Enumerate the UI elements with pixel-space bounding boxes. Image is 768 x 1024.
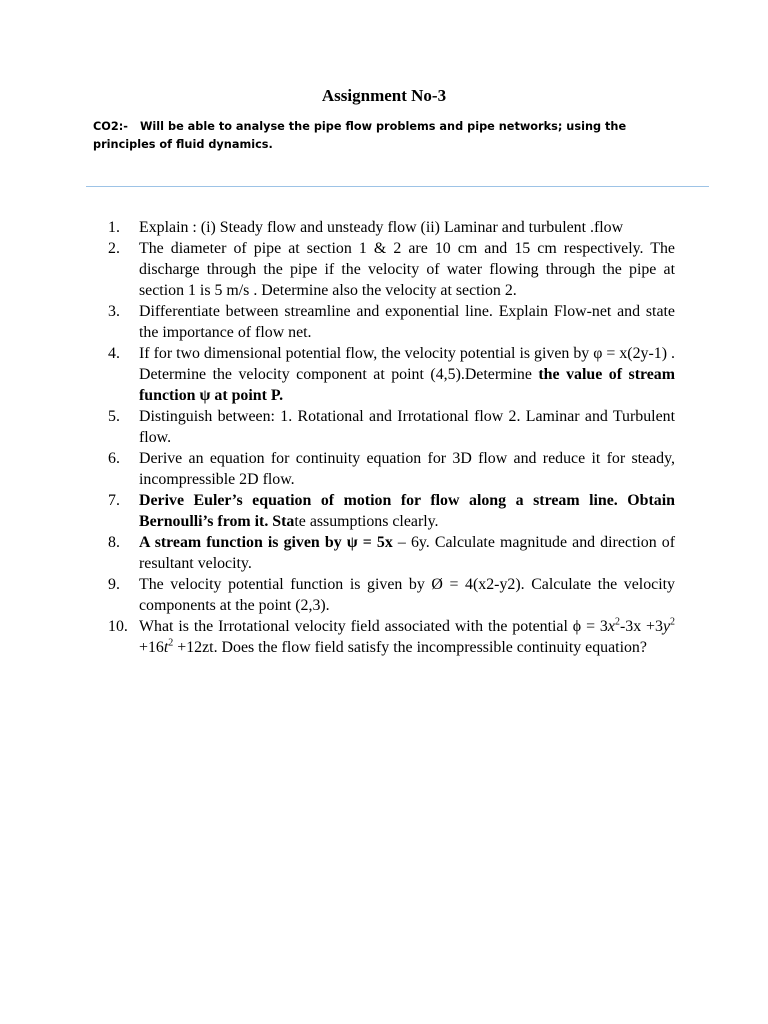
question-item <box>108 616 675 658</box>
question-item <box>108 238 675 301</box>
question-text: If for two dimensional potential flow, the velocity potential is given by φ = x(2y-1) . Determine the velocity component at point (4,5).Determine <box>139 345 675 383</box>
question-text-bold: A stream function is given by ψ = 5x <box>139 534 393 551</box>
question-number: 3. <box>108 303 120 320</box>
page-title: Assignment No-3 <box>321 86 447 105</box>
course-outcome-text: Will be able to analyse the pipe flow problems and pipe networks; using the principles of fluid dynamics. <box>93 120 627 151</box>
question-text-bold: the value of stream function ψ at point P. <box>139 366 675 404</box>
question-text-bold: Derive Euler’s equation of motion for flow along a stream line. Obtain Bernoulli’s from it. Sta <box>139 492 675 530</box>
divider-line <box>86 186 709 187</box>
exponent: 2 <box>614 616 620 628</box>
question-number: 1. <box>108 219 120 236</box>
question-text: +12zt. Does the flow field satisfy the incompressible continuity equation? <box>173 639 647 656</box>
question-text: The diameter of pipe at section 1 & 2 are 10 cm and 15 cm respectively. The discharge through the pipe if the velocity of water flowing through the pipe at section 1 is 5 m/s . Determine also the velocity at section 2. <box>139 240 675 299</box>
question-text: Distinguish between: 1. Rotational and Irrotational flow 2. Laminar and Turbulent flow. <box>139 408 675 446</box>
question-text: Differentiate between streamline and exponential line. Explain Flow-net and state the importance of flow net. <box>139 303 675 341</box>
question-item <box>108 406 675 448</box>
question-number: 4. <box>108 345 120 362</box>
question-item <box>108 490 675 532</box>
question-number: 8. <box>108 534 120 551</box>
question-text: -3x +3 <box>619 618 663 635</box>
question-item <box>108 343 675 406</box>
question-item <box>108 448 675 490</box>
question-number: 6. <box>108 450 120 467</box>
question-number: 10. <box>108 618 128 635</box>
question-number: 5. <box>108 408 120 425</box>
question-item <box>108 574 675 616</box>
exponent: 2 <box>670 616 676 628</box>
math-var-x: x <box>607 618 615 635</box>
math-var-t: t <box>163 639 169 656</box>
question-number: 7. <box>108 492 120 509</box>
course-outcome-label: CO2:- <box>93 120 128 133</box>
question-number: 2. <box>108 240 120 257</box>
question-number: 9. <box>108 576 120 593</box>
question-text: – 6y. Calculate magnitude and direction of resultant velocity. <box>139 534 675 572</box>
course-outcome <box>93 118 673 154</box>
question-item <box>108 532 675 574</box>
question-item <box>108 301 675 343</box>
question-text: The velocity potential function is given by Ø = 4(x2-y2). Calculate the velocity components at the point (2,3). <box>139 576 675 614</box>
exponent: 2 <box>168 637 174 649</box>
question-list <box>108 217 675 658</box>
math-var-y: y <box>662 618 671 635</box>
question-text: te assumptions clearly. <box>294 513 439 530</box>
question-text: Derive an equation for continuity equation for 3D flow and reduce it for steady, incompressible 2D flow. <box>139 450 675 488</box>
question-text: +16 <box>139 639 164 656</box>
question-item <box>108 217 675 238</box>
question-text: Explain : (i) Steady flow and unsteady flow (ii) Laminar and turbulent .flow <box>139 219 624 236</box>
question-text: What is the Irrotational velocity field associated with the potential ϕ = 3 <box>139 618 608 635</box>
